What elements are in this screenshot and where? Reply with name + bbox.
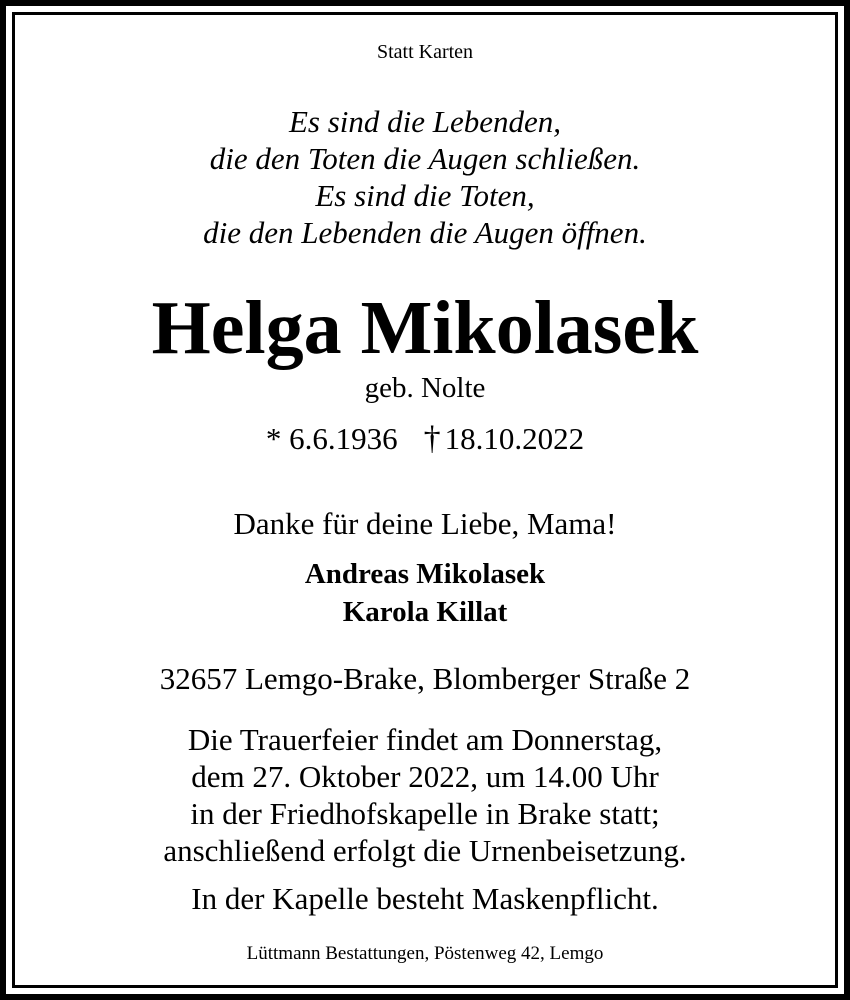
mourner-name: Andreas Mikolasek (304, 558, 546, 590)
ceremony-line: in der Friedhofskapelle in Brake statt; (190, 796, 660, 831)
thanks-line: Danke für deine Liebe, Mama! (233, 506, 617, 541)
life-dates (0, 422, 850, 456)
poem-line: Es sind die Lebenden, (288, 104, 562, 139)
mask-notice: In der Kapelle besteht Maskenpflicht. (191, 881, 659, 916)
funeral-home: Lüttmann Bestattungen, Pöstenweg 42, Lemgo (246, 943, 604, 964)
poem-line: Es sind die Toten, (315, 178, 535, 213)
deceased-name: Helga Mikolasek (151, 286, 699, 370)
cross-icon: † (423, 420, 441, 457)
maiden-name: geb. Nolte (364, 372, 486, 404)
notice-header: Statt Karten (376, 41, 474, 63)
poem-line: die den Toten die Augen schließen. (209, 141, 641, 176)
ceremony-line: Die Trauerfeier findet am Donnerstag, (187, 722, 663, 757)
poem-line: die den Lebenden die Augen öffnen. (203, 215, 647, 250)
ceremony-line: anschließend erfolgt die Urnenbeisetzung. (163, 833, 687, 868)
ceremony-line: dem 27. Oktober 2022, um 14.00 Uhr (191, 759, 659, 794)
family-address: 32657 Lemgo-Brake, Blomberger Straße 2 (159, 661, 691, 696)
mourner-name: Karola Killat (342, 596, 508, 628)
birth-date: * 6.6.1936 (265, 421, 398, 456)
death-date: 18.10.2022 (444, 421, 585, 456)
